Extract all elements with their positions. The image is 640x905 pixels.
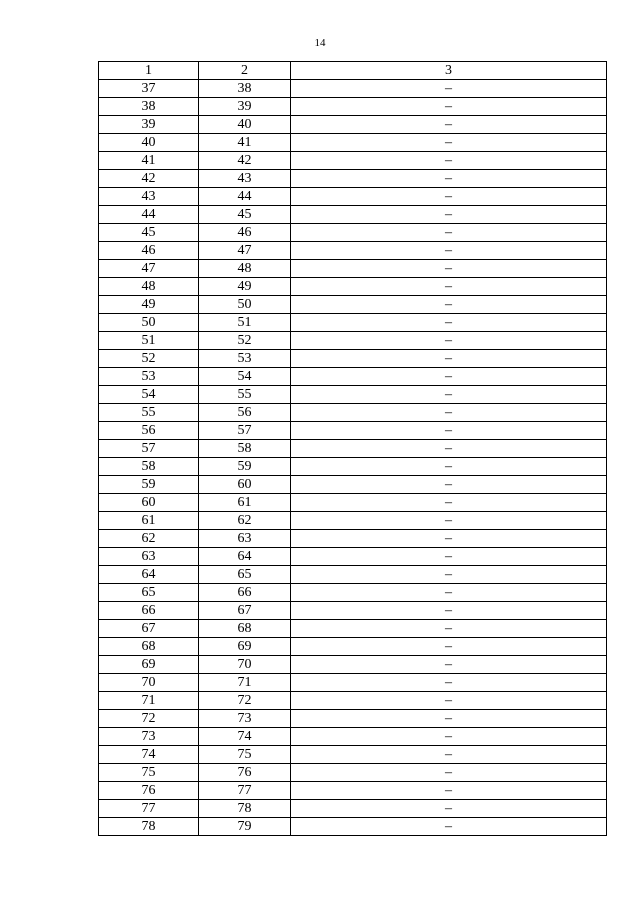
table-cell-col-2: 40: [199, 116, 291, 134]
table-cell-col-2: 74: [199, 728, 291, 746]
table-cell-col-1: 70: [99, 674, 199, 692]
table-cell-col-1: 55: [99, 404, 199, 422]
table-cell-col-1: 68: [99, 638, 199, 656]
table-cell-col-1: 41: [99, 152, 199, 170]
table-cell-col-3: –: [291, 548, 607, 566]
table-row: [99, 620, 607, 638]
table-cell-col-3: –: [291, 692, 607, 710]
table-cell-col-3: –: [291, 746, 607, 764]
table-cell-col-1: 77: [99, 800, 199, 818]
table-cell-col-2: 46: [199, 224, 291, 242]
table-row: [99, 674, 607, 692]
table-cell-col-1: 44: [99, 206, 199, 224]
table-cell-col-3: –: [291, 458, 607, 476]
table-cell-col-2: 67: [199, 602, 291, 620]
table-cell-col-2: 62: [199, 512, 291, 530]
table-cell-col-1: 75: [99, 764, 199, 782]
table-row: [99, 548, 607, 566]
table-row: [99, 530, 607, 548]
table-cell-col-1: 54: [99, 386, 199, 404]
table-cell-col-1: 40: [99, 134, 199, 152]
table-cell-col-1: 67: [99, 620, 199, 638]
table-row: [99, 512, 607, 530]
table-cell-col-3: –: [291, 602, 607, 620]
table-cell-col-1: 56: [99, 422, 199, 440]
table-cell-col-2: 57: [199, 422, 291, 440]
table-cell-col-2: 77: [199, 782, 291, 800]
table-cell-col-1: 61: [99, 512, 199, 530]
table-cell-col-3: –: [291, 476, 607, 494]
table-cell-col-3: –: [291, 278, 607, 296]
table-cell-col-2: 52: [199, 332, 291, 350]
table-cell-col-1: 52: [99, 350, 199, 368]
table-cell-col-2: 43: [199, 170, 291, 188]
table-cell-col-3: –: [291, 782, 607, 800]
table-cell-col-2: 64: [199, 548, 291, 566]
table-cell-col-3: –: [291, 260, 607, 278]
table-row: [99, 602, 607, 620]
table-cell-col-2: 61: [199, 494, 291, 512]
table-row: [99, 116, 607, 134]
table-row: [99, 476, 607, 494]
table-cell-col-3: –: [291, 116, 607, 134]
page-number: 14: [314, 37, 326, 49]
table-cell-col-3: –: [291, 800, 607, 818]
table-cell-col-1: 63: [99, 548, 199, 566]
table-cell-col-2: 55: [199, 386, 291, 404]
table-cell-col-3: –: [291, 512, 607, 530]
table-cell-col-3: –: [291, 296, 607, 314]
table-cell-col-3: –: [291, 728, 607, 746]
table-row: [99, 764, 607, 782]
table-cell-col-1: 43: [99, 188, 199, 206]
table-cell-col-1: 49: [99, 296, 199, 314]
table-cell-col-2: 44: [199, 188, 291, 206]
table-cell-col-2: 48: [199, 260, 291, 278]
table-row: [99, 98, 607, 116]
table-row: [99, 656, 607, 674]
table-cell-col-1: 46: [99, 242, 199, 260]
table-row: [99, 386, 607, 404]
table-cell-col-2: 54: [199, 368, 291, 386]
table-cell-col-2: 60: [199, 476, 291, 494]
table-cell-col-3: –: [291, 314, 607, 332]
table-row: [99, 368, 607, 386]
table-row: [99, 314, 607, 332]
table-cell-col-2: 69: [199, 638, 291, 656]
table-row: [99, 188, 607, 206]
table-row: [99, 350, 607, 368]
table-cell-col-2: 59: [199, 458, 291, 476]
table-row: [99, 710, 607, 728]
table-cell-col-3: –: [291, 764, 607, 782]
table-cell-col-1: 45: [99, 224, 199, 242]
column-header-3: 3: [291, 62, 607, 80]
table-cell-col-1: 38: [99, 98, 199, 116]
table-cell-col-1: 57: [99, 440, 199, 458]
table-cell-col-1: 60: [99, 494, 199, 512]
table-cell-col-3: –: [291, 224, 607, 242]
table-cell-col-1: 37: [99, 80, 199, 98]
table-cell-col-1: 50: [99, 314, 199, 332]
table-row: [99, 566, 607, 584]
table-cell-col-2: 53: [199, 350, 291, 368]
table-cell-col-1: 69: [99, 656, 199, 674]
table-cell-col-1: 53: [99, 368, 199, 386]
table-cell-col-2: 51: [199, 314, 291, 332]
table-cell-col-3: –: [291, 638, 607, 656]
table-cell-col-2: 38: [199, 80, 291, 98]
table-row: [99, 152, 607, 170]
table-cell-col-2: 78: [199, 800, 291, 818]
table-cell-col-3: –: [291, 818, 607, 836]
table-cell-col-3: –: [291, 584, 607, 602]
table-cell-col-1: 48: [99, 278, 199, 296]
table-cell-col-3: –: [291, 404, 607, 422]
table-row: [99, 134, 607, 152]
table-cell-col-3: –: [291, 80, 607, 98]
table-cell-col-3: –: [291, 620, 607, 638]
table-cell-col-2: 72: [199, 692, 291, 710]
table-row: [99, 224, 607, 242]
table-cell-col-1: 64: [99, 566, 199, 584]
table-cell-col-2: 76: [199, 764, 291, 782]
table-cell-col-1: 65: [99, 584, 199, 602]
table-cell-col-2: 58: [199, 440, 291, 458]
table-cell-col-1: 51: [99, 332, 199, 350]
table-row: [99, 242, 607, 260]
table-row: [99, 746, 607, 764]
table-cell-col-1: 73: [99, 728, 199, 746]
table-cell-col-3: –: [291, 350, 607, 368]
table-cell-col-3: –: [291, 152, 607, 170]
table-cell-col-3: –: [291, 188, 607, 206]
table-row: [99, 818, 607, 836]
table-cell-col-2: 75: [199, 746, 291, 764]
table-cell-col-3: –: [291, 494, 607, 512]
data-table: [98, 61, 607, 836]
column-header-1: 1: [99, 62, 199, 80]
table-header-row: [99, 62, 607, 80]
table-cell-col-2: 50: [199, 296, 291, 314]
table-cell-col-3: –: [291, 566, 607, 584]
table-row: [99, 728, 607, 746]
table-cell-col-1: 72: [99, 710, 199, 728]
table-cell-col-3: –: [291, 530, 607, 548]
table-row: [99, 296, 607, 314]
table-cell-col-3: –: [291, 674, 607, 692]
table-row: [99, 278, 607, 296]
table-row: [99, 206, 607, 224]
table-cell-col-1: 59: [99, 476, 199, 494]
table-row: [99, 422, 607, 440]
table-cell-col-1: 76: [99, 782, 199, 800]
table-cell-col-2: 42: [199, 152, 291, 170]
table-cell-col-3: –: [291, 170, 607, 188]
table-cell-col-1: 66: [99, 602, 199, 620]
table-cell-col-2: 49: [199, 278, 291, 296]
table-row: [99, 404, 607, 422]
table-row: [99, 638, 607, 656]
table-cell-col-3: –: [291, 332, 607, 350]
table-cell-col-2: 68: [199, 620, 291, 638]
table-row: [99, 458, 607, 476]
table-body: [99, 80, 607, 836]
table-cell-col-1: 42: [99, 170, 199, 188]
table-cell-col-1: 58: [99, 458, 199, 476]
table-cell-col-3: –: [291, 98, 607, 116]
table-cell-col-2: 79: [199, 818, 291, 836]
table-cell-col-2: 65: [199, 566, 291, 584]
table-cell-col-3: –: [291, 710, 607, 728]
table-cell-col-1: 78: [99, 818, 199, 836]
table-cell-col-1: 39: [99, 116, 199, 134]
table-row: [99, 80, 607, 98]
table-cell-col-2: 73: [199, 710, 291, 728]
table-cell-col-2: 63: [199, 530, 291, 548]
table-row: [99, 332, 607, 350]
table-row: [99, 782, 607, 800]
table-row: [99, 494, 607, 512]
table-row: [99, 692, 607, 710]
table-cell-col-2: 47: [199, 242, 291, 260]
table-cell-col-3: –: [291, 440, 607, 458]
table-cell-col-1: 71: [99, 692, 199, 710]
table-cell-col-2: 70: [199, 656, 291, 674]
table-cell-col-3: –: [291, 422, 607, 440]
column-header-2: 2: [199, 62, 291, 80]
table-cell-col-2: 71: [199, 674, 291, 692]
table-row: [99, 800, 607, 818]
table-cell-col-1: 62: [99, 530, 199, 548]
table-row: [99, 440, 607, 458]
table-cell-col-2: 56: [199, 404, 291, 422]
table-cell-col-3: –: [291, 386, 607, 404]
table-cell-col-1: 74: [99, 746, 199, 764]
table-row: [99, 584, 607, 602]
table-cell-col-3: –: [291, 368, 607, 386]
table-cell-col-3: –: [291, 206, 607, 224]
table-cell-col-2: 45: [199, 206, 291, 224]
table-cell-col-3: –: [291, 242, 607, 260]
table-row: [99, 260, 607, 278]
table-cell-col-2: 41: [199, 134, 291, 152]
table-cell-col-1: 47: [99, 260, 199, 278]
table-cell-col-3: –: [291, 656, 607, 674]
table-row: [99, 170, 607, 188]
table-cell-col-2: 39: [199, 98, 291, 116]
table-cell-col-2: 66: [199, 584, 291, 602]
table-cell-col-3: –: [291, 134, 607, 152]
